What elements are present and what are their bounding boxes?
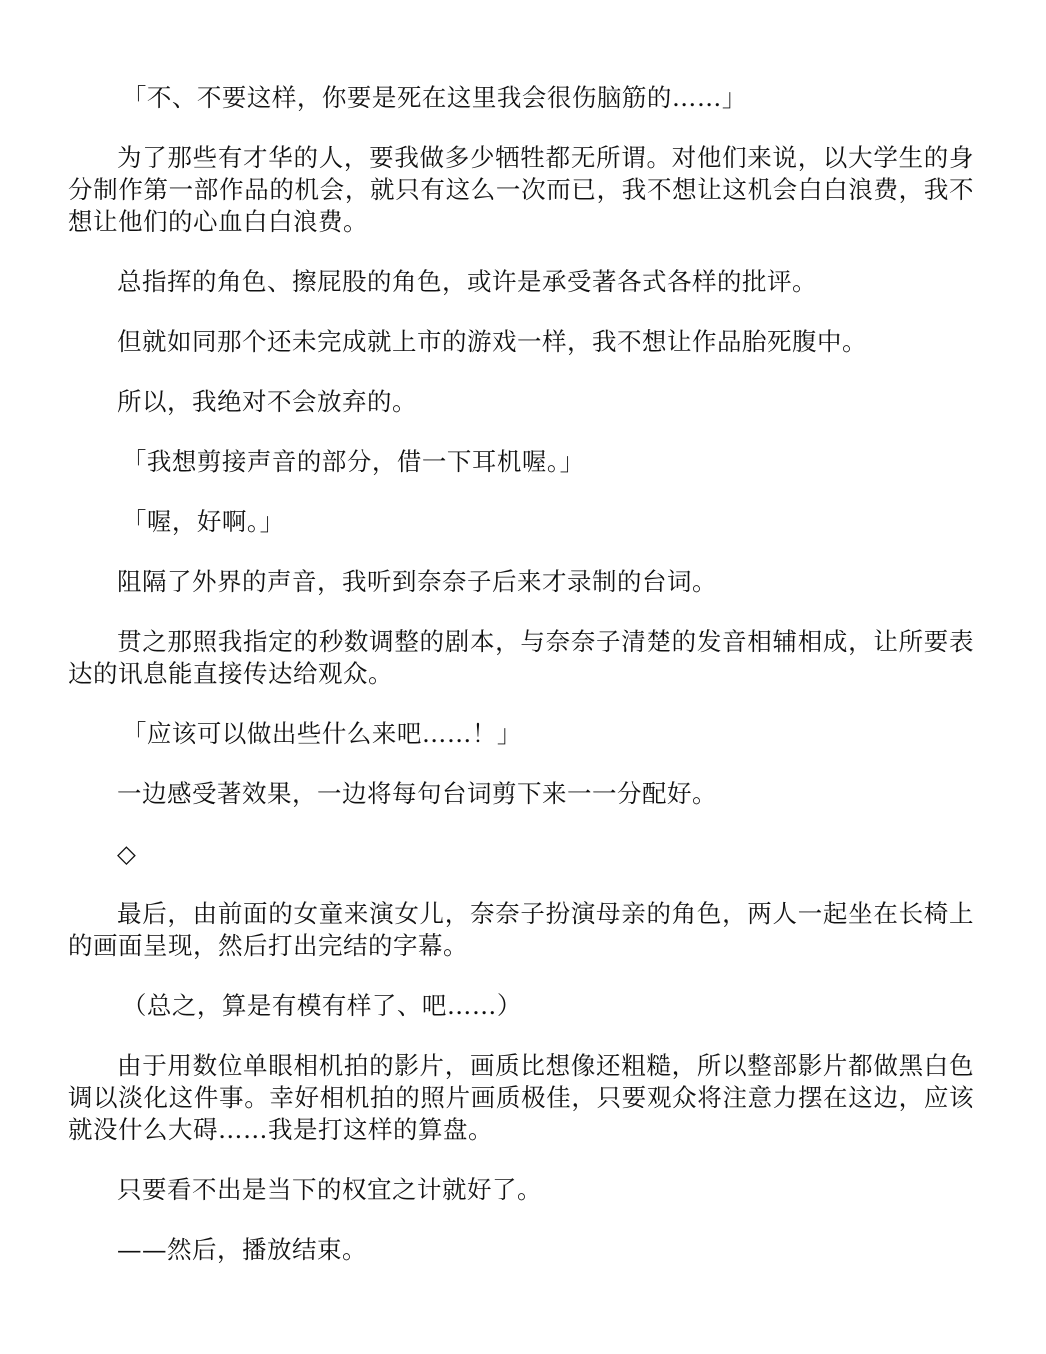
paragraph: 「应该可以做出些什么来吧……！」 xyxy=(121,719,522,748)
scene-break-diamond: ◇ xyxy=(117,839,137,868)
paragraph: 最后，由前面的女童来演女儿，奈奈子扮演母亲的角色，两人一起坐在长椅上的画面呈现，然后打出完结的字幕。 xyxy=(68,899,974,960)
paragraph: 阻隔了外界的声音，我听到奈奈子后来才录制的台词。 xyxy=(117,567,717,596)
paragraph: 由于用数位单眼相机拍的影片，画质比想像还粗糙，所以整部影片都做黑白色调以淡化这件事。幸好相机拍的照片画质极佳，只要观众将注意力摆在这边，应该就没什么大碍……我是打这样的算盘。 xyxy=(68,1051,974,1144)
paragraph: 「喔，好啊。」 xyxy=(121,507,285,536)
paragraph: 所以，我绝对不会放弃的。 xyxy=(117,387,417,416)
paragraph: 总指挥的角色、擦屁股的角色，或许是承受著各式各样的批评。 xyxy=(117,267,817,296)
paragraph: 为了那些有才华的人，要我做多少牺牲都无所谓。对他们来说，以大学生的身分制作第一部作品的机会，就只有这么一次而已，我不想让这机会白白浪费，我不想让他们的心血白白浪费。 xyxy=(68,143,974,236)
paragraph: （总之，算是有模有样了、吧……） xyxy=(121,991,522,1020)
paragraph: 「不、不要这样，你要是死在这里我会很伤脑筋的……」 xyxy=(121,83,747,112)
paragraph: 贯之那照我指定的秒数调整的剧本，与奈奈子清楚的发音相辅相成，让所要表达的讯息能直接传达给观众。 xyxy=(68,627,974,688)
paragraph: ——然后，播放结束。 xyxy=(117,1235,367,1264)
paragraph: 但就如同那个还未完成就上市的游戏一样，我不想让作品胎死腹中。 xyxy=(117,327,867,356)
paragraph: 只要看不出是当下的权宜之计就好了。 xyxy=(117,1175,542,1204)
paragraph: 「我想剪接声音的部分，借一下耳机喔。」 xyxy=(121,447,585,476)
paragraph: 一边感受著效果，一边将每句台词剪下来一一分配好。 xyxy=(117,779,717,808)
